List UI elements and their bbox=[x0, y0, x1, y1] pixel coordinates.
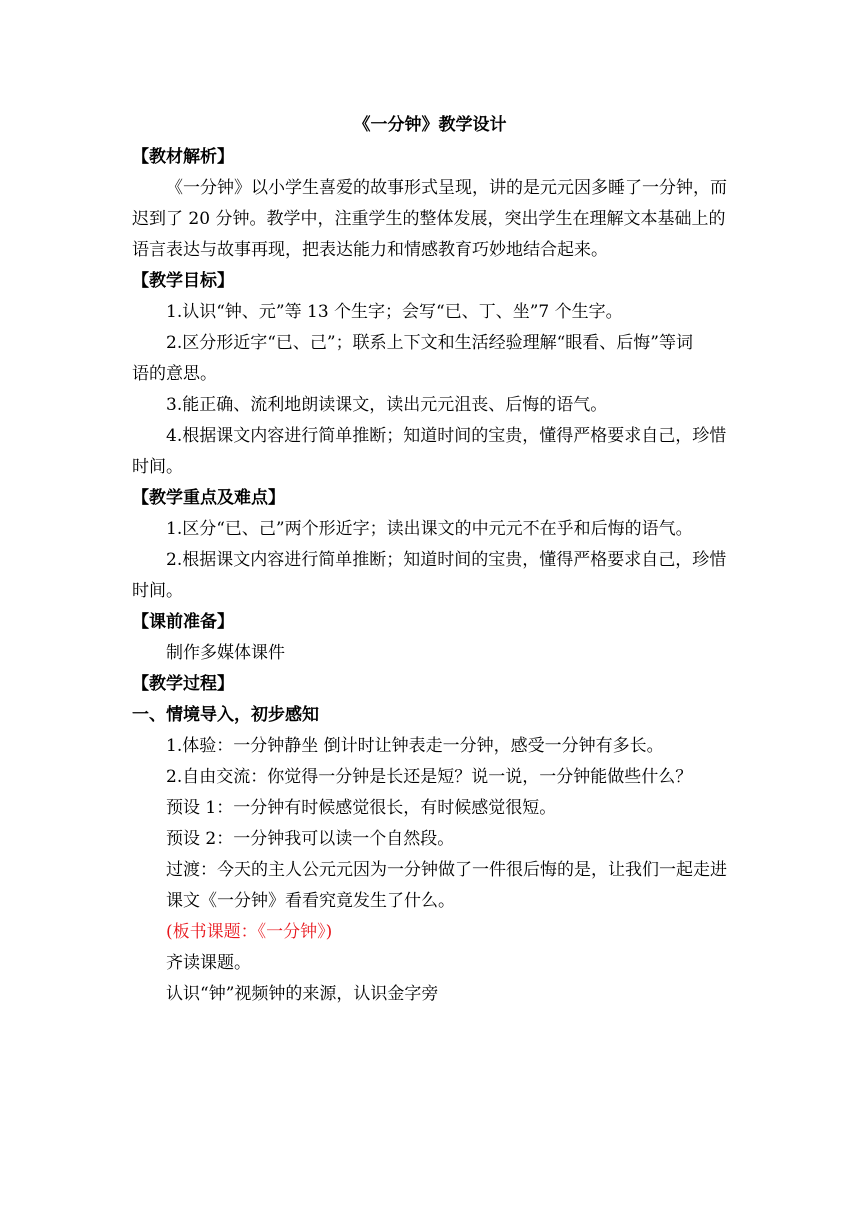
section-heading: 一、情境导入，初步感知 bbox=[132, 705, 319, 725]
paragraph-line: 迟到了 20 分钟。教学中，注重学生的整体发展，突出学生在理解文本基础上的 bbox=[132, 209, 726, 229]
paragraph-line: 语言表达与故事再现，把表达能力和情感教育巧妙地结合起来。 bbox=[132, 240, 608, 260]
paragraph-line: 《一分钟》以小学生喜爱的故事形式呈现，讲的是元元因多睡了一分钟，而 bbox=[166, 178, 727, 198]
document-title: 《一分钟》教学设计 bbox=[353, 115, 507, 135]
board-note-line: (板书课题：《一分钟》) bbox=[166, 922, 333, 942]
paragraph-line: 预设 1：一分钟有时候感觉很长，有时候感觉很短。 bbox=[166, 798, 557, 818]
paragraph-line: 制作多媒体课件 bbox=[166, 643, 285, 663]
section-heading: 【教学重点及难点】 bbox=[132, 488, 285, 508]
paragraph-line: 语的意思。 bbox=[132, 364, 217, 384]
paragraph-line: 时间。 bbox=[132, 581, 183, 601]
paragraph-line: 2.根据课文内容进行简单推断；知道时间的宝贵，懂得严格要求自己，珍惜 bbox=[166, 550, 727, 570]
paragraph-line: 1.体验：一分钟静坐 倒计时让钟表走一分钟，感受一分钟有多长。 bbox=[166, 736, 664, 756]
paragraph-line: 课文《一分钟》看看究竟发生了什么。 bbox=[166, 891, 455, 911]
paragraph-line: 认识“钟”视频钟的来源，认识金字旁 bbox=[166, 984, 439, 1004]
paragraph-line: 1.认识“钟、元”等 13 个生字；会写“已、丁、坐”7 个生字。 bbox=[166, 302, 623, 322]
paragraph-line: 2.区分形近字“已、己”；联系上下文和生活经验理解“眼看、后悔”等词 bbox=[166, 333, 693, 353]
paragraph-line: 1.区分“已、己”两个形近字；读出课文的中元元不在乎和后悔的语气。 bbox=[166, 519, 693, 539]
paragraph-line: 齐读课题。 bbox=[166, 953, 251, 973]
section-heading: 【教材解析】 bbox=[132, 147, 234, 167]
section-heading: 【教学目标】 bbox=[132, 271, 234, 291]
section-heading: 【教学过程】 bbox=[132, 674, 234, 694]
paragraph-line: 2.自由交流：你觉得一分钟是长还是短？说一说，一分钟能做些什么？ bbox=[166, 767, 693, 787]
paragraph-line: 3.能正确、流利地朗读课文，读出元元沮丧、后悔的语气。 bbox=[166, 395, 608, 415]
paragraph-line: 预设 2：一分钟我可以读一个自然段。 bbox=[166, 829, 455, 849]
paragraph-line: 过渡：今天的主人公元元因为一分钟做了一件很后悔的是，让我们一起走进 bbox=[166, 860, 727, 880]
section-heading: 【课前准备】 bbox=[132, 612, 234, 632]
paragraph-line: 4.根据课文内容进行简单推断；知道时间的宝贵，懂得严格要求自己，珍惜 bbox=[166, 426, 727, 446]
document-body bbox=[132, 142, 732, 1010]
paragraph-line: 时间。 bbox=[132, 457, 183, 477]
